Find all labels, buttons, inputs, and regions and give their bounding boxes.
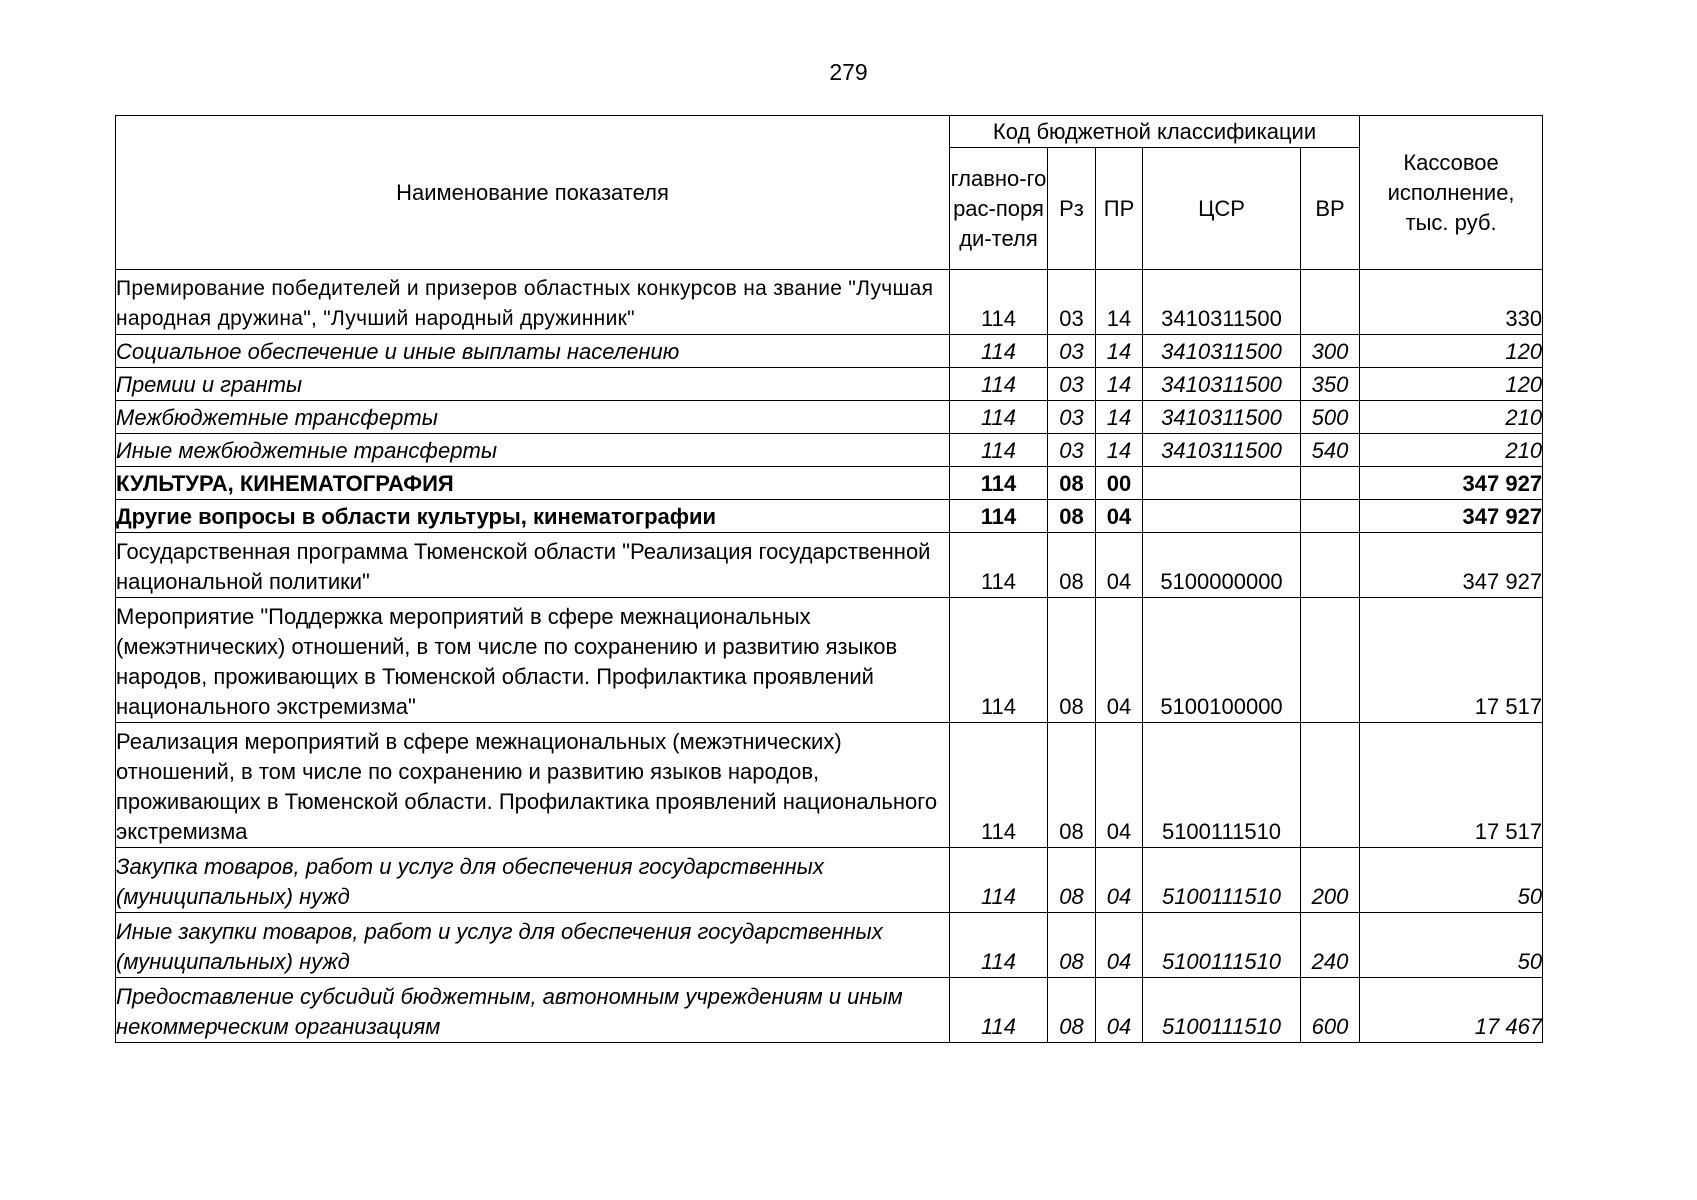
row-sum: 50 — [1360, 913, 1543, 978]
row-main-code: 114 — [950, 723, 1048, 848]
table-body — [116, 270, 1543, 1043]
row-vr — [1301, 598, 1360, 723]
row-name: Реализация мероприятий в сфере межнациональных (межэтнических) отношений, в том числе по сохранению и развитию языков народов, проживающих в Тюменской области. Профилактика проявлений национального экстремизма — [116, 723, 950, 848]
header-vr: ВР — [1301, 148, 1360, 270]
row-rz: 08 — [1048, 723, 1096, 848]
row-rz: 03 — [1048, 368, 1096, 401]
row-csr — [1143, 467, 1301, 500]
row-rz: 08 — [1048, 913, 1096, 978]
row-rz: 03 — [1048, 434, 1096, 467]
row-name: Премии и гранты — [116, 368, 950, 401]
row-main-code: 114 — [950, 270, 1048, 335]
budget-table — [115, 115, 1543, 1043]
header-name: Наименование показателя — [116, 116, 950, 270]
header-pr: ПР — [1096, 148, 1143, 270]
table-row — [116, 848, 1543, 913]
header-main-manager-label: главно-го рас-поряди-теля — [950, 165, 1047, 251]
row-vr: 600 — [1301, 978, 1360, 1043]
row-pr: 14 — [1096, 335, 1143, 368]
row-csr: 3410311500 — [1143, 434, 1301, 467]
table-row — [116, 723, 1543, 848]
row-vr — [1301, 270, 1360, 335]
row-pr: 14 — [1096, 368, 1143, 401]
row-rz: 08 — [1048, 467, 1096, 500]
row-pr: 14 — [1096, 270, 1143, 335]
row-name: Предоставление субсидий бюджетным, автономным учреждениям и иным некоммерческим организациям — [116, 978, 950, 1043]
row-vr: 540 — [1301, 434, 1360, 467]
table-row — [116, 978, 1543, 1043]
row-csr: 5100111510 — [1143, 723, 1301, 848]
row-pr: 00 — [1096, 467, 1143, 500]
table-row — [116, 913, 1543, 978]
table-row — [116, 401, 1543, 434]
row-vr — [1301, 533, 1360, 598]
row-name: Иные закупки товаров, работ и услуг для обеспечения государственных (муниципальных) нужд — [116, 913, 950, 978]
table-row — [116, 270, 1543, 335]
row-pr: 14 — [1096, 401, 1143, 434]
row-csr: 5100000000 — [1143, 533, 1301, 598]
row-name: Закупка товаров, работ и услуг для обеспечения государственных (муниципальных) нужд — [116, 848, 950, 913]
row-vr: 200 — [1301, 848, 1360, 913]
row-sum: 347 927 — [1360, 467, 1543, 500]
table-row — [116, 434, 1543, 467]
row-vr — [1301, 500, 1360, 533]
row-sum: 210 — [1360, 401, 1543, 434]
row-sum: 120 — [1360, 335, 1543, 368]
row-name: Межбюджетные трансферты — [116, 401, 950, 434]
row-sum: 17 517 — [1360, 723, 1543, 848]
row-pr: 04 — [1096, 533, 1143, 598]
table-header — [116, 116, 1543, 270]
table-row — [116, 467, 1543, 500]
row-pr: 04 — [1096, 598, 1143, 723]
row-vr: 350 — [1301, 368, 1360, 401]
row-main-code: 114 — [950, 978, 1048, 1043]
header-code-group: Код бюджетной классификации — [950, 116, 1360, 148]
row-main-code: 114 — [950, 500, 1048, 533]
row-pr: 04 — [1096, 978, 1143, 1043]
row-sum: 210 — [1360, 434, 1543, 467]
row-sum: 17 517 — [1360, 598, 1543, 723]
row-name: Иные межбюджетные трансферты — [116, 434, 950, 467]
row-rz: 08 — [1048, 533, 1096, 598]
row-csr: 3410311500 — [1143, 401, 1301, 434]
row-main-code: 114 — [950, 598, 1048, 723]
row-name: КУЛЬТУРА, КИНЕМАТОГРАФИЯ — [116, 467, 950, 500]
row-csr: 3410311500 — [1143, 270, 1301, 335]
header-rz: Рз — [1048, 148, 1096, 270]
row-vr: 240 — [1301, 913, 1360, 978]
header-sum-label: Кассовое исполнение, тыс. руб. — [1387, 149, 1515, 235]
table-row — [116, 533, 1543, 598]
row-main-code: 114 — [950, 401, 1048, 434]
row-sum: 17 467 — [1360, 978, 1543, 1043]
row-csr — [1143, 500, 1301, 533]
row-csr: 3410311500 — [1143, 368, 1301, 401]
row-main-code: 114 — [950, 848, 1048, 913]
row-main-code: 114 — [950, 533, 1048, 598]
row-sum: 347 927 — [1360, 500, 1543, 533]
row-pr: 04 — [1096, 848, 1143, 913]
row-name: Премирование победителей и призеров областных конкурсов на звание "Лучшая народная дружина", "Лучший народный дружинник" — [116, 270, 950, 335]
row-main-code: 114 — [950, 335, 1048, 368]
header-main-manager — [950, 148, 1048, 270]
row-csr: 5100111510 — [1143, 978, 1301, 1043]
row-main-code: 114 — [950, 467, 1048, 500]
table-row — [116, 368, 1543, 401]
row-pr: 04 — [1096, 913, 1143, 978]
table-row — [116, 335, 1543, 368]
row-rz: 08 — [1048, 978, 1096, 1043]
row-rz: 08 — [1048, 848, 1096, 913]
row-csr: 5100111510 — [1143, 848, 1301, 913]
row-name: Государственная программа Тюменской области "Реализация государственной национальной политики" — [116, 533, 950, 598]
row-sum: 50 — [1360, 848, 1543, 913]
table-row — [116, 500, 1543, 533]
row-sum: 330 — [1360, 270, 1543, 335]
row-vr: 500 — [1301, 401, 1360, 434]
row-main-code: 114 — [950, 368, 1048, 401]
row-name: Мероприятие "Поддержка мероприятий в сфере межнациональных (межэтнических) отношений, в том числе по сохранению и развитию языков народов, проживающих в Тюменской области. Профилактика проявлений национального экстремизма" — [116, 598, 950, 723]
row-sum: 120 — [1360, 368, 1543, 401]
row-rz: 08 — [1048, 598, 1096, 723]
row-main-code: 114 — [950, 913, 1048, 978]
page-number: 279 — [829, 59, 868, 85]
row-vr — [1301, 723, 1360, 848]
row-csr: 5100111510 — [1143, 913, 1301, 978]
row-vr: 300 — [1301, 335, 1360, 368]
row-sum: 347 927 — [1360, 533, 1543, 598]
row-rz: 03 — [1048, 335, 1096, 368]
row-rz: 03 — [1048, 270, 1096, 335]
table-row — [116, 598, 1543, 723]
row-pr: 04 — [1096, 723, 1143, 848]
row-rz: 08 — [1048, 500, 1096, 533]
header-csr: ЦСР — [1143, 148, 1301, 270]
header-sum — [1360, 116, 1543, 270]
row-main-code: 114 — [950, 434, 1048, 467]
row-name: Социальное обеспечение и иные выплаты населению — [116, 335, 950, 368]
row-pr: 14 — [1096, 434, 1143, 467]
row-csr: 3410311500 — [1143, 335, 1301, 368]
row-csr: 5100100000 — [1143, 598, 1301, 723]
row-pr: 04 — [1096, 500, 1143, 533]
row-name: Другие вопросы в области культуры, кинематографии — [116, 500, 950, 533]
row-vr — [1301, 467, 1360, 500]
row-rz: 03 — [1048, 401, 1096, 434]
